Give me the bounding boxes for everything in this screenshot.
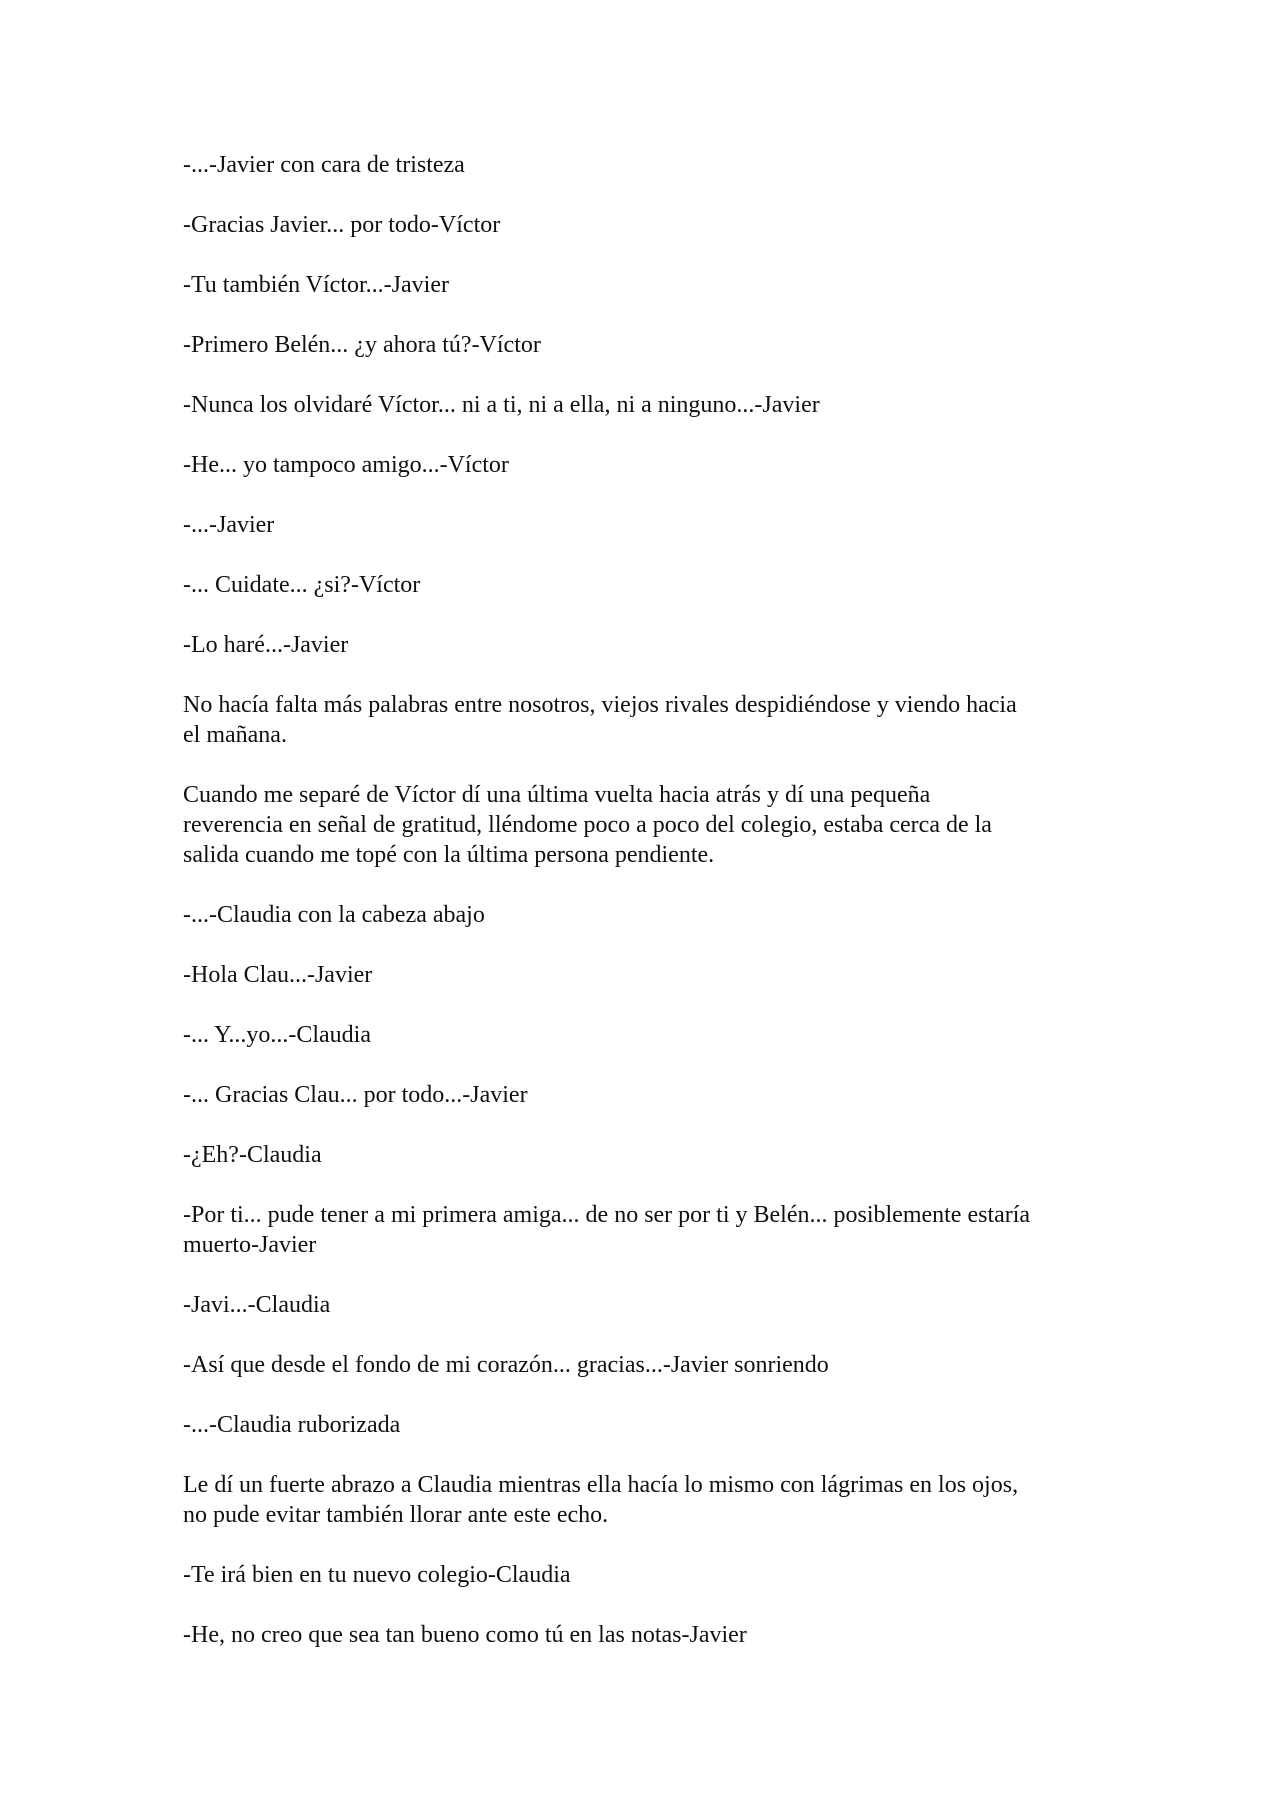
paragraph: -¿Eh?-Claudia — [183, 1142, 322, 1168]
paragraph: -...-Javier con cara de tristeza — [183, 152, 465, 178]
paragraph: -Tu también Víctor...-Javier — [183, 272, 449, 298]
paragraph: -Por ti... pude tener a mi primera amiga... de no ser por ti y Belén... posiblemente estaría muerto-Javier — [183, 1202, 1031, 1258]
paragraph: -Hola Clau...-Javier — [183, 962, 373, 988]
paragraph: Cuando me separé de Víctor dí una última vuelta hacia atrás y dí una pequeña reverencia en señal de gratitud, lléndome poco a poco del colegio, estaba cerca de la salida cuando me topé con la última persona pendiente. — [183, 782, 992, 868]
paragraph: -Te irá bien en tu nuevo colegio-Claudia — [183, 1562, 571, 1588]
paragraph: -He... yo tampoco amigo...-Víctor — [183, 452, 509, 478]
paragraph: -...-Claudia con la cabeza abajo — [183, 902, 485, 928]
paragraph: -Javi...-Claudia — [183, 1292, 331, 1318]
paragraph: No hacía falta más palabras entre nosotros, viejos rivales despidiéndose y viendo hacia el mañana. — [183, 692, 1017, 748]
paragraph: -Lo haré...-Javier — [183, 632, 349, 658]
paragraph: -Primero Belén... ¿y ahora tú?-Víctor — [183, 332, 541, 358]
paragraph: -Así que desde el fondo de mi corazón... gracias...-Javier sonriendo — [183, 1352, 829, 1378]
paragraph: -Nunca los olvidaré Víctor... ni a ti, ni a ella, ni a ninguno...-Javier — [183, 392, 820, 418]
paragraph: -He, no creo que sea tan bueno como tú en las notas-Javier — [183, 1622, 747, 1648]
paragraph: -... Y...yo...-Claudia — [183, 1022, 371, 1048]
document-page — [183, 150, 1113, 1680]
paragraph: -...-Claudia ruborizada — [183, 1412, 401, 1438]
paragraph: -... Cuidate... ¿si?-Víctor — [183, 572, 421, 598]
paragraph: Le dí un fuerte abrazo a Claudia mientras ella hacía lo mismo con lágrimas en los ojos, no pude evitar también llorar ante este echo. — [183, 1472, 1019, 1528]
paragraph: -...-Javier — [183, 512, 275, 538]
paragraph: -... Gracias Clau... por todo...-Javier — [183, 1082, 528, 1108]
paragraph: -Gracias Javier... por todo-Víctor — [183, 212, 501, 238]
